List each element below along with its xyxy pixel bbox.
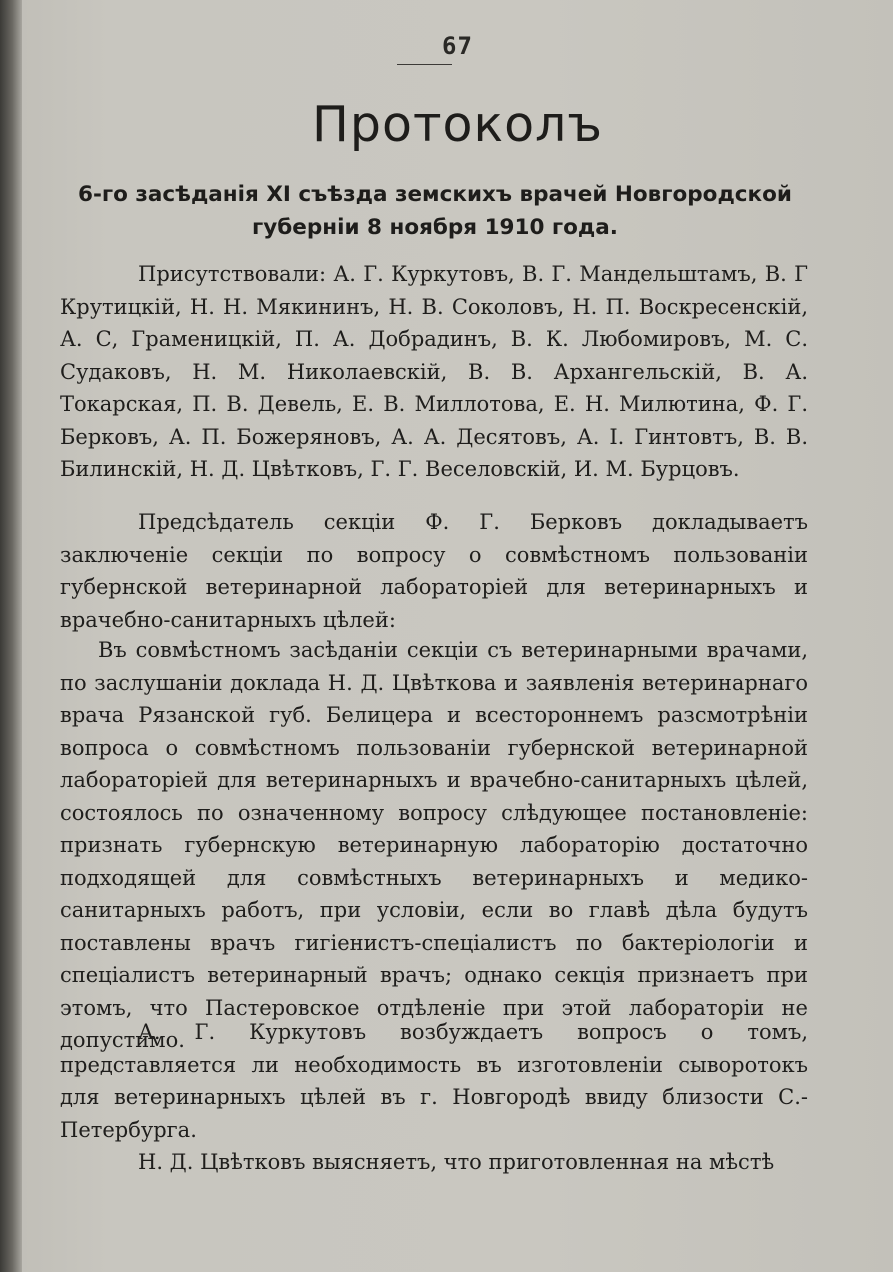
paragraph-kurkutov-question: А. Г. Куркутовъ возбуждаетъ вопросъ о томъ, представляется ли необходимость въ изготовленіи сыворотокъ для ветеринарныхъ цѣлей въ г. Новгородѣ ввиду близости С.-Петербурга. xyxy=(60,1020,808,1142)
paragraph-tsvetkov-reply: Н. Д. Цвѣтковъ выясняетъ, что приготовленная на мѣстѣ xyxy=(138,1150,775,1174)
document-subtitle: 6-го засѣданія XI съѣзда земскихъ врачей Новгородской губерніи 8 ноября 1910 года. xyxy=(78,182,792,240)
book-spine xyxy=(0,0,22,1272)
paragraph-resolution: Въ совмѣстномъ засѣданіи секціи съ ветеринарными врачами, по заслушаніи доклада Н. Д. Цвѣткова и заявленія ветеринарнаго врача Рязанской губ. Белицера и всестороннемъ разсмотрѣніи вопроса о совмѣстномъ пользованіи губернской ветеринарной лабораторіей для ветеринарныхъ и врачебно-санитарныхъ цѣлей, состоялось по означенному вопросу слѣдующее постановленіе: признать губернскую ветеринарную лабораторію достаточно подходящей для совмѣстныхъ ветеринарныхъ и медико-санитарныхъ работъ, при условіи, если во главѣ дѣла будутъ поставлены врачъ гигіенистъ-спеціалистъ по бактеріологіи и спеціалистъ ветеринарный врачъ; однако секція признаетъ при этомъ, что Пастеровское отдѣленіе при этой лабораторіи не допустимо. xyxy=(60,638,808,1052)
page-number-rule xyxy=(397,64,452,65)
paragraph-attendees: Присутствовали: А. Г. Куркутовъ, В. Г. Мандельштамъ, В. Г Крутицкій, Н. Н. Мякининъ, Н. В. Соколовъ, Н. П. Воскресенскій, А. С, Граменицкій, П. А. Добрадинъ, В. К. Любомировъ, М. С. Судаковъ, Н. М. Николаевскій, В. В. Архангельскій, В. А. Токарская, П. В. Девель, Е. В. Миллотова, Е. Н. Милютина, Ф. Г. Берковъ, А. П. Божеряновъ, А. А. Десятовъ, А. І. Гинтовтъ, В. В. Билинскій, Н. Д. Цвѣтковъ, Г. Г. Веселовскій, И. М. Бурцовъ. xyxy=(60,262,808,481)
paragraph-chair-report: Предсѣдатель секціи Ф. Г. Берковъ докладываетъ заключеніе секціи по вопросу о совмѣстномъ пользованіи губернской ветеринарной лабораторіей для ветеринарныхъ и врачебно-санитарныхъ цѣлей: xyxy=(60,510,808,632)
document-title: Протоколъ xyxy=(312,96,603,153)
page-number: 67 xyxy=(442,32,473,60)
document-page xyxy=(22,0,893,1272)
